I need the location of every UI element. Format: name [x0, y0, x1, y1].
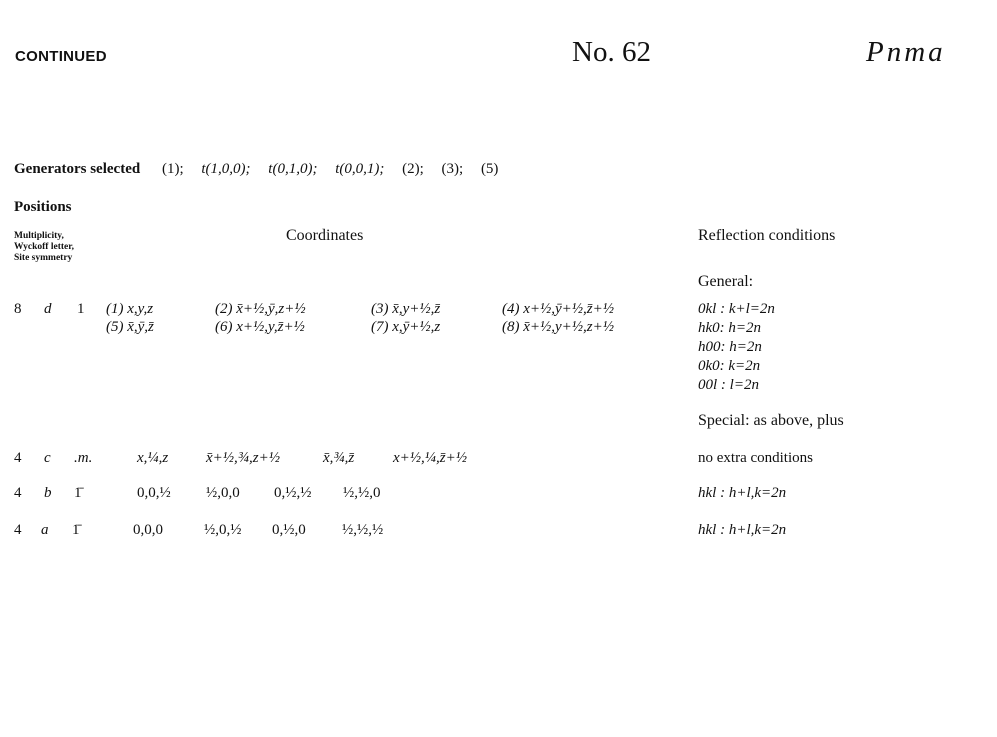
- row-b-letter: b: [44, 485, 52, 501]
- reflection-conditions-title: Reflection conditions: [698, 227, 836, 244]
- row-b-multiplicity: 4: [14, 485, 22, 501]
- generator-item: (5): [480, 161, 499, 177]
- space-group-symbol: Pnma: [866, 36, 946, 68]
- generators-row: [14, 161, 512, 178]
- coordinates-title: Coordinates: [286, 227, 364, 244]
- row-d-symmetry: 1: [77, 301, 85, 317]
- row-a-letter: a: [41, 522, 49, 538]
- coordinate: (6) x+½,y,z̄+½: [215, 319, 305, 335]
- site-symmetry-label: Site symmetry: [14, 253, 73, 263]
- coordinate: ½,0,½: [204, 522, 242, 538]
- coordinate: ½,½,0: [343, 485, 381, 501]
- space-group-number: No. 62: [572, 36, 651, 68]
- row-c-letter: c: [44, 450, 51, 466]
- coordinate: (8) x̄+½,y+½,z+½: [502, 319, 615, 335]
- general-condition: 00l : l=2n: [698, 377, 759, 393]
- generator-item: t(0,1,0);: [268, 161, 318, 177]
- generator-item: t(0,0,1);: [335, 161, 385, 177]
- general-condition: hk0: h=2n: [698, 320, 762, 336]
- coordinate: x,¼,z: [137, 450, 169, 466]
- row-a-symmetry: 1̄: [72, 522, 80, 538]
- coordinate: x+½,¼,z̄+½: [393, 450, 467, 466]
- row-c-multiplicity: 4: [14, 450, 22, 466]
- row-b-condition: hkl : h+l,k=2n: [698, 485, 787, 501]
- coordinate: x̄,¾,z̄: [323, 450, 355, 466]
- general-condition: 0k0: k=2n: [698, 358, 761, 374]
- coordinate: (5) x̄,ȳ,z̄: [106, 319, 154, 335]
- coordinate: 0,½,½: [274, 485, 312, 501]
- coordinate: 0,0,½: [137, 485, 171, 501]
- coordinate: (2) x̄+½,ȳ,z+½: [215, 301, 306, 317]
- general-condition: h00: h=2n: [698, 339, 762, 355]
- coordinate: (7) x,ȳ+½,z: [371, 319, 441, 335]
- coordinate: 0,0,0: [133, 522, 163, 538]
- coordinate: ½,½,½: [342, 522, 384, 538]
- generator-item: t(1,0,0);: [201, 161, 251, 177]
- row-c-symmetry: .m.: [74, 450, 93, 466]
- generators-label: Generators selected: [14, 161, 141, 177]
- coordinate: (4) x+½,ȳ+½,z̄+½: [502, 301, 615, 317]
- coordinate: (1) x,y,z: [106, 301, 154, 317]
- row-d-multiplicity: 8: [14, 301, 22, 317]
- generator-item: (3);: [441, 161, 464, 177]
- general-condition: 0kl : k+l=2n: [698, 301, 775, 317]
- row-d-letter: d: [44, 301, 52, 317]
- generator-item: (1);: [161, 161, 184, 177]
- coordinate: 0,½,0: [272, 522, 306, 538]
- general-label: General:: [698, 273, 754, 290]
- row-c-condition: no extra conditions: [698, 450, 813, 466]
- multiplicity-label: Multiplicity,: [14, 231, 64, 241]
- positions-title: Positions: [14, 199, 72, 215]
- row-a-multiplicity: 4: [14, 522, 22, 538]
- coordinate: x̄+½,¾,z+½: [206, 450, 280, 466]
- coordinate: ½,0,0: [206, 485, 240, 501]
- wyckoff-label: Wyckoff letter,: [14, 242, 74, 252]
- special-label: Special: as above, plus: [698, 412, 844, 429]
- generator-item: (2);: [402, 161, 424, 177]
- coordinate: (3) x̄,y+½,z̄: [371, 301, 441, 317]
- continued-label: CONTINUED: [15, 48, 107, 65]
- row-b-symmetry: 1̄: [74, 485, 82, 501]
- row-a-condition: hkl : h+l,k=2n: [698, 522, 787, 538]
